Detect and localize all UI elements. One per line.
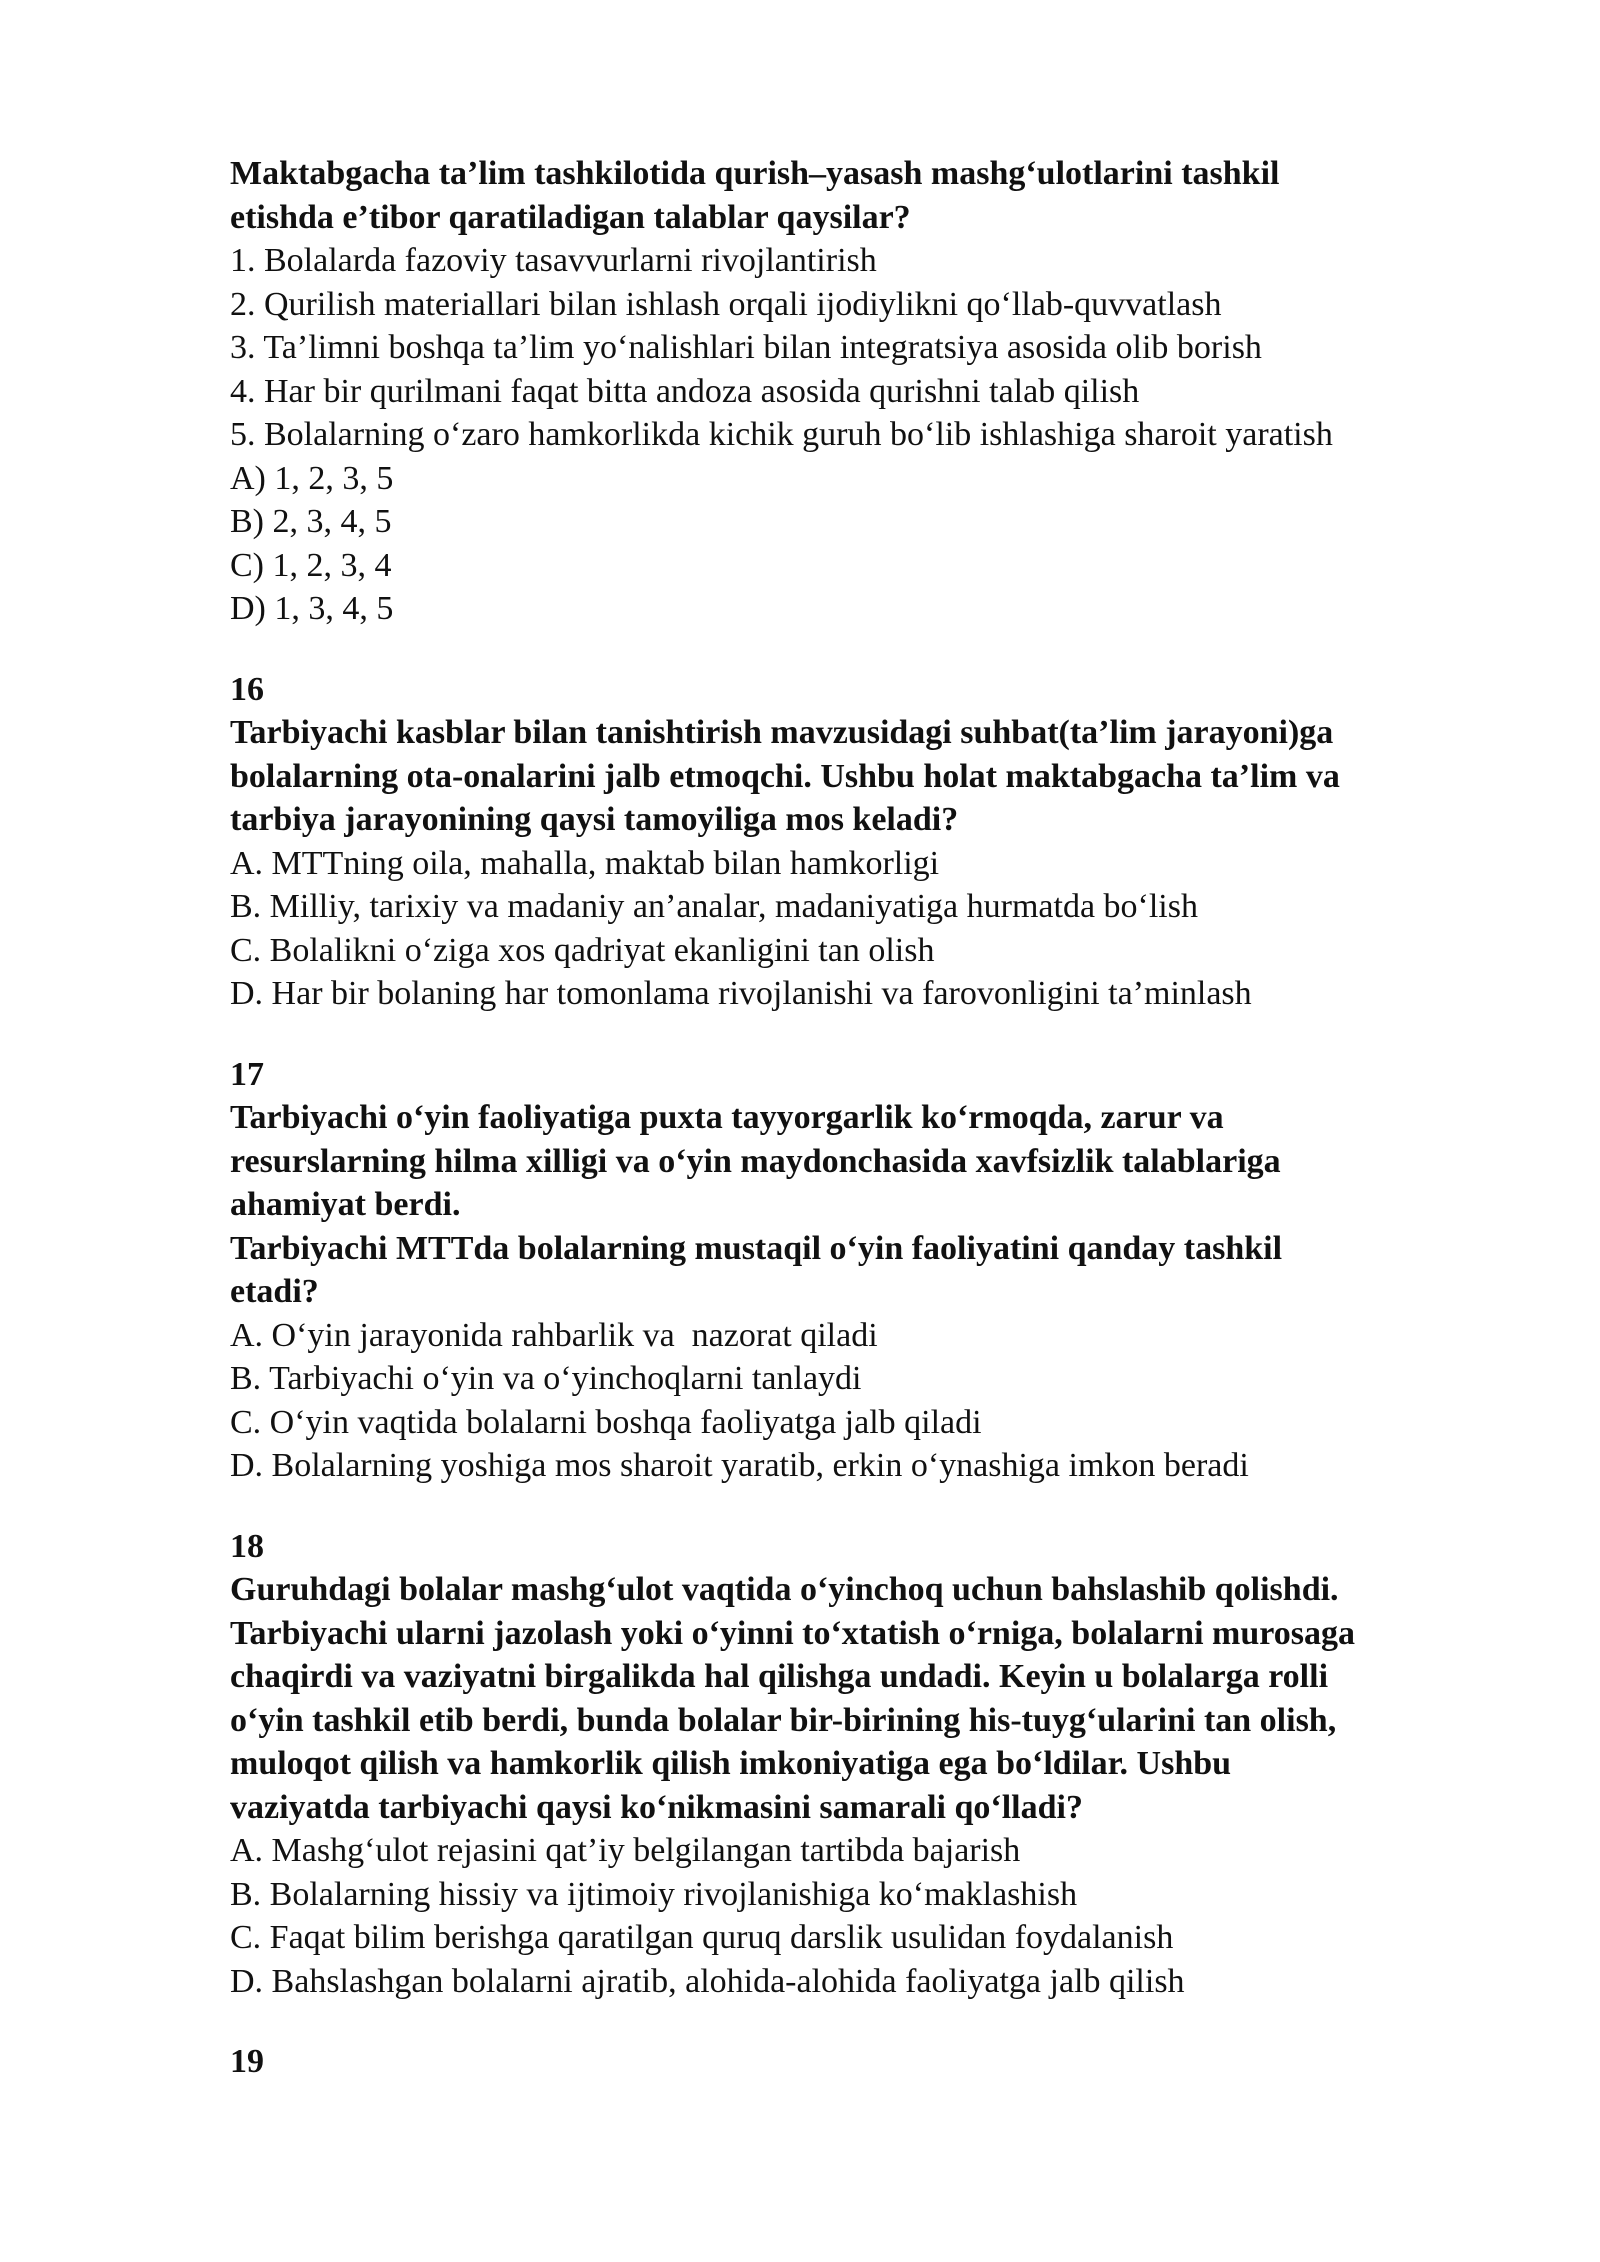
answer-option: D. Har bir bolaning har tomonlama rivojlanishi va farovonligini ta’minlash — [230, 975, 1252, 1012]
answer-option: A. O‘yin jarayonida rahbarlik va nazorat qiladi — [230, 1316, 878, 1354]
question-17-text-line: resurslarning hilma xilligi va o‘yin maydonchasida xavfsizlik talablariga — [230, 1142, 1281, 1180]
question-18-text-line: chaqirdi va vaziyatni birgalikda hal qilishga undadi. Keyin u bolalarga rolli — [230, 1658, 1329, 1695]
answer-option: B. Tarbiyachi o‘yin va o‘yinchoqlarni tanlaydi — [230, 1360, 862, 1397]
question-16-text-line: tarbiya jarayonining qaysi tamoyiliga mos keladi? — [230, 801, 959, 838]
statement-item: 1. Bolalarda fazoviy tasavvurlarni rivojlantirish — [230, 242, 877, 279]
statement-item: 2. Qurilish materiallari bilan ishlash orqali ijodiylikni qo‘llab-quvvatlash — [230, 285, 1222, 323]
spacer — [230, 631, 1530, 668]
spacer — [230, 1016, 1530, 1053]
answer-option: C) 1, 2, 3, 4 — [230, 546, 392, 584]
question-15-block — [230, 152, 1530, 631]
answer-option: B) 2, 3, 4, 5 — [230, 503, 392, 540]
question-18-text-line: o‘yin tashkil etib berdi, bunda bolalar bir-birining his-tuyg‘ularini tan olish, — [230, 1701, 1337, 1739]
statement-item: 4. Har bir qurilmani faqat bitta andoza asosida qurishni talab qilish — [230, 372, 1140, 410]
spacer — [230, 1488, 1530, 1525]
answer-option: D) 1, 3, 4, 5 — [230, 590, 394, 627]
question-number: 18 — [230, 1527, 264, 1565]
answer-option: B. Milliy, tarixiy va madaniy an’analar, madaniyatiga hurmatda bo‘lish — [230, 888, 1198, 925]
question-17-text-line: etadi? — [230, 1273, 319, 1310]
question-17-block — [230, 1053, 1530, 1488]
answer-option: A) 1, 2, 3, 5 — [230, 459, 394, 497]
question-18-text-line: Guruhdagi bolalar mashg‘ulot vaqtida o‘yinchoq uchun bahslashib qolishdi. — [230, 1571, 1339, 1608]
spacer — [230, 2003, 1530, 2040]
question-number: 19 — [230, 2043, 264, 2080]
answer-option: D. Bolalarning yoshiga mos sharoit yaratib, erkin o‘ynashiga imkon beradi — [230, 1447, 1249, 1484]
answer-option: D. Bahslashgan bolalarni ajratib, alohida-alohida faoliyatga jalb qilish — [230, 1962, 1185, 2000]
answer-option: B. Bolalarning hissiy va ijtimoiy rivojlanishiga ko‘maklashish — [230, 1875, 1078, 1913]
question-18-text-line: vaziyatda tarbiyachi qaysi ko‘nikmasini samarali qo‘lladi? — [230, 1788, 1083, 1826]
statement-item: 3. Ta’limni boshqa ta’lim yo‘nalishlari bilan integratsiya asosida olib borish — [230, 329, 1262, 366]
answer-option: A. Mashg‘ulot rejasini qat’iy belgilangan tartibda bajarish — [230, 1832, 1021, 1869]
question-18-text-line: Tarbiyachi ularni jazolash yoki o‘yinni to‘xtatish o‘rniga, bolalarni murosaga — [230, 1614, 1355, 1652]
answer-option: C. Bolalikni o‘ziga xos qadriyat ekanligini tan olish — [230, 931, 935, 969]
answer-option: A. MTTning oila, mahalla, maktab bilan hamkorligi — [230, 844, 940, 882]
question-16-text-line: bolalarning ota-onalarini jalb etmoqchi. Ushbu holat maktabgacha ta’lim va — [230, 757, 1340, 795]
statement-item: 5. Bolalarning o‘zaro hamkorlikda kichik guruh bo‘lib ishlashiga sharoit yaratish — [230, 416, 1333, 453]
question-18-text-line: muloqot qilish va hamkorlik qilish imkoniyatiga ega bo‘ldilar. Ushbu — [230, 1745, 1232, 1782]
question-18-block — [230, 1525, 1530, 2004]
document-page — [230, 152, 1530, 2084]
question-number: 17 — [230, 1055, 264, 1093]
answer-option: C. O‘yin vaqtida bolalarni boshqa faoliyatga jalb qiladi — [230, 1403, 982, 1441]
question-15-text-line: etishda e’tibor qaratiladigan talablar qaysilar? — [230, 198, 911, 236]
question-15-text-line: Maktabgacha ta’lim tashkilotida qurish–yasash mashg‘ulotlarini tashkil — [230, 155, 1280, 192]
question-16-text-line: Tarbiyachi kasblar bilan tanishtirish mavzusidagi suhbat(ta’lim jarayoni)ga — [230, 714, 1334, 751]
question-16-block — [230, 668, 1530, 1016]
question-number: 16 — [230, 670, 264, 708]
question-17-text-line: Tarbiyachi o‘yin faoliyatiga puxta tayyorgarlik ko‘rmoqda, zarur va — [230, 1099, 1224, 1136]
answer-option: C. Faqat bilim berishga qaratilgan quruq darslik usulidan foydalanish — [230, 1919, 1174, 1956]
question-17-text-line: ahamiyat berdi. — [230, 1186, 461, 1223]
question-17-text-line: Tarbiyachi MTTda bolalarning mustaqil o‘yin faoliyatini qanday tashkil — [230, 1229, 1283, 1267]
question-19-block — [230, 2040, 1530, 2084]
